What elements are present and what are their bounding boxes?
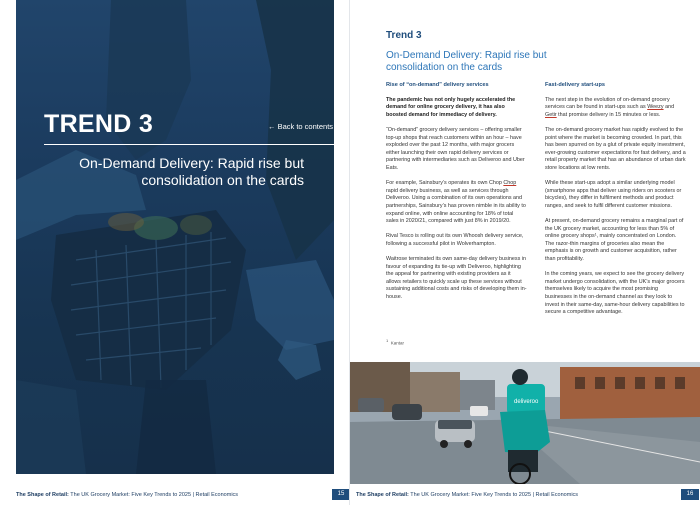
trend-label: Trend 3 (386, 30, 422, 41)
lead-paragraph: The pandemic has not only hugely accelerated the demand for online grocery delivery, it has also boosted demand for immediacy of delivery. (386, 96, 516, 118)
paragraph: “On-demand” grocery delivery services – offering smaller top-up shops that reach customers within an hour – have exploded over the past 12 months, with major grocers either launching their own rapid delivery services or partnering with intermediaries such as Deliveroo and Uber Eats. (386, 126, 525, 171)
paragraph: At present, on-demand grocery remains a marginal part of the UK grocery market, accounting for less than 5% of online grocery shops¹, mainly concentrated on London. The razor-thin margins of groceries also mean the emphasis is on growth and customer acquisition, rather than profitability. (545, 218, 684, 263)
section-heading: Rise of “on-demand” delivery services (386, 82, 489, 88)
hero-subtitle: On-Demand Delivery: Rapid rise but consolidation on the cards (79, 155, 304, 188)
text: The next step in the evolution of on-demand grocery services can be found in start-ups such as (545, 96, 670, 111)
text: and (663, 104, 675, 111)
footer-series: The Shape of Retail: (16, 492, 69, 498)
section-heading: Fast-delivery start-ups (545, 82, 605, 88)
svg-text:deliveroo: deliveroo (514, 399, 539, 405)
hero-image (16, 0, 334, 474)
page-number-left: 15 (332, 489, 350, 500)
right-footer (356, 492, 578, 498)
back-to-contents-link[interactable] (268, 122, 333, 131)
column-right (545, 82, 686, 324)
text: rapid delivery business, as well as services through Deliveroo. Using a combination of its own operations and partnerships, Sainsbury’s has proven nimble in its ability to expand online, with online accounting for 18% of total sales in 2020/21, compared with just 8% in 2019/20. (386, 187, 526, 225)
back-to-contents-label[interactable]: ← Back to contents (268, 122, 334, 131)
street-scene-image (350, 362, 700, 484)
left-footer (16, 492, 238, 498)
chop-chop-link[interactable] (503, 180, 516, 186)
footer-title: The UK Grocery Market: Five Key Trends to 2025 (408, 492, 532, 498)
right-page (350, 0, 700, 505)
footer-sep: | (531, 492, 536, 498)
paragraph: The on-demand grocery market has rapidly evolved to the point where the market is becoming crowded. In part, this has been spurred on by a glut of private equity investment, ever-growing customer expectations for fast delivery, and a retail property market that has an abundance of urban dark store locations at low rents. (545, 126, 686, 171)
paragraph: Rival Tesco is rolling out its own Whoosh delivery service, following a successful pilot in Wolverhampton. (386, 233, 524, 247)
delivery-photo-overlay (16, 0, 334, 474)
cyclist-photo (350, 362, 700, 484)
column-left (386, 82, 527, 309)
footer-publisher: Retail Economics (195, 492, 239, 498)
getir-link[interactable]: Getir (545, 111, 557, 118)
divider (44, 144, 334, 145)
text: that promise delivery in 15 minutes or less. (556, 111, 661, 118)
footnote (386, 338, 404, 346)
paragraph: While these start-ups adopt a similar underlying model (smartphone apps that deliver using riders on scooters or bicycles), they differ in fulfilment methods and product ranges, and seek to fulfil different customer missions. (545, 180, 682, 209)
footer-title: The UK Grocery Market: Five Key Trends to 2025 (68, 492, 192, 498)
paragraph: In the coming years, we expect to see the grocery delivery market undergo consolidation, with the UK’s major grocers themselves likely to acquire the most promising businesses in the on-demand channel as they look to invest in their same-day, same-hour delivery capabilities to secure a competitive advantage. (545, 271, 685, 316)
text: For example, Sainsbury’s operates its own Chop (386, 180, 504, 187)
footnote-text: Kantar (390, 340, 405, 346)
paragraph: Waitrose terminated its own same-day delivery business in favour of expanding its tie-up with Deliveroo, highlighting the appeal for partnering with existing providers as it allows retailers to quickly scale up these services without sustaining additional costs and risks of developing them in-house. (386, 256, 527, 301)
paragraph (386, 180, 527, 226)
footer-publisher: Retail Economics (535, 492, 579, 498)
trend-title: TREND 3 (44, 110, 154, 138)
link-text[interactable]: Chop (503, 180, 517, 187)
footnote-number: 1 (386, 338, 389, 343)
page-number-right: 16 (681, 489, 699, 500)
paragraph (545, 97, 686, 120)
page-title: On-Demand Delivery: Rapid rise but consolidation on the cards (386, 50, 547, 73)
weezy-link[interactable]: Weezy (647, 104, 664, 111)
footer-series: The Shape of Retail: (356, 492, 409, 498)
footer-sep: | (191, 492, 196, 498)
